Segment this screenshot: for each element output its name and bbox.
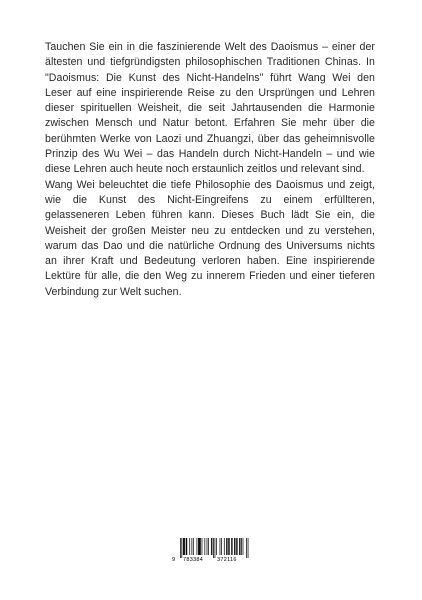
barcode-bar [248,538,249,558]
barcode-bar [193,538,194,555]
barcode-bar [240,538,241,555]
barcode-bar [199,538,200,555]
barcode-bar [224,538,225,555]
barcode-bar [202,538,203,555]
back-cover-description [45,40,375,300]
barcode-bar [204,538,205,555]
barcode-bar [184,538,185,555]
barcode-bar [246,538,247,558]
barcode-bar [183,538,184,555]
barcode-bar [236,538,237,555]
barcode-bar [186,538,187,555]
barcode-bar [212,538,213,555]
barcode-bar [216,538,217,555]
barcode-bar [228,538,229,555]
isbn-barcode [172,538,252,564]
barcode-bar [180,538,181,558]
barcode-bar [227,538,228,555]
description-paragraph-1: Tauchen Sie ein in die faszinierende Welt des Daoismus – einer der ältesten und tiefgründigsten philosophischen Traditionen Chinas. In "Daoismus: Die Kunst des Nicht-Handelns" führt Wang Wei den Leser auf eine inspirierende Reise zu den Ursprüngen und Lehren dieser spirituellen Weisheit, die seit Jahrtausenden die Harmonie zwischen Mensch und Natur betont. Erfahren Sie mehr über die berühmten Werke von Laozi und Zhuangzi, über das geheimnisvolle Prinzip des Wu Wei – das Handeln durch Nicht-Handeln – und wie diese Lehren auch heute noch erstaunlich zeitlos und relevant sind. [45,41,375,176]
barcode-bar [234,538,235,555]
barcode-bar [198,538,199,555]
barcode-first-digit: 9 [172,557,176,563]
barcode-bar [186,538,187,555]
barcode-right-group: 372116 [217,557,237,563]
barcode-bar [184,538,185,555]
barcode-bar [213,538,214,558]
barcode-bar [243,538,244,555]
barcode-left-group: 783384 [183,557,204,563]
barcode-bar [231,538,232,555]
barcode-bar [239,538,240,555]
barcode-bar [197,538,198,555]
barcode-bar [229,538,230,555]
barcode-bars [172,538,252,558]
barcode-digits [172,556,252,564]
barcode-bar [221,538,222,555]
barcode-bar [215,538,216,558]
barcode-bar [226,538,227,555]
barcode-bar [237,538,238,555]
barcode-bar [192,538,193,555]
description-paragraph-2: Wang Wei beleuchtet die tiefe Philosophie des Daoismus und zeigt, wie die Kunst des Nicht-Eingreifens zu einem erfüllteren, gelasseneren Leben führen kann. Dieses Buch lädt Sie ein, die Weisheit der großen Meister neu zu entdecken und zu verstehen, warum das Dao und die natürliche Ordnung des Universums nichts an ihrer Kraft und Bedeutung verloren haben. Eine inspirierende Lektüre für alle, die den Weg zu innerem Frieden und einer tieferen Verbindung zur Welt suchen. [45,178,375,298]
barcode-bar [235,538,236,555]
barcode-bar [189,538,190,555]
barcode-bar [199,538,200,555]
barcode-bar [220,538,221,555]
barcode-bar [181,538,182,558]
barcode-bar [232,538,233,555]
barcode-bar [208,538,209,555]
barcode-bar [200,538,201,555]
barcode-bar [211,538,212,555]
barcode-bar [207,538,208,555]
barcode-bar [241,538,242,555]
